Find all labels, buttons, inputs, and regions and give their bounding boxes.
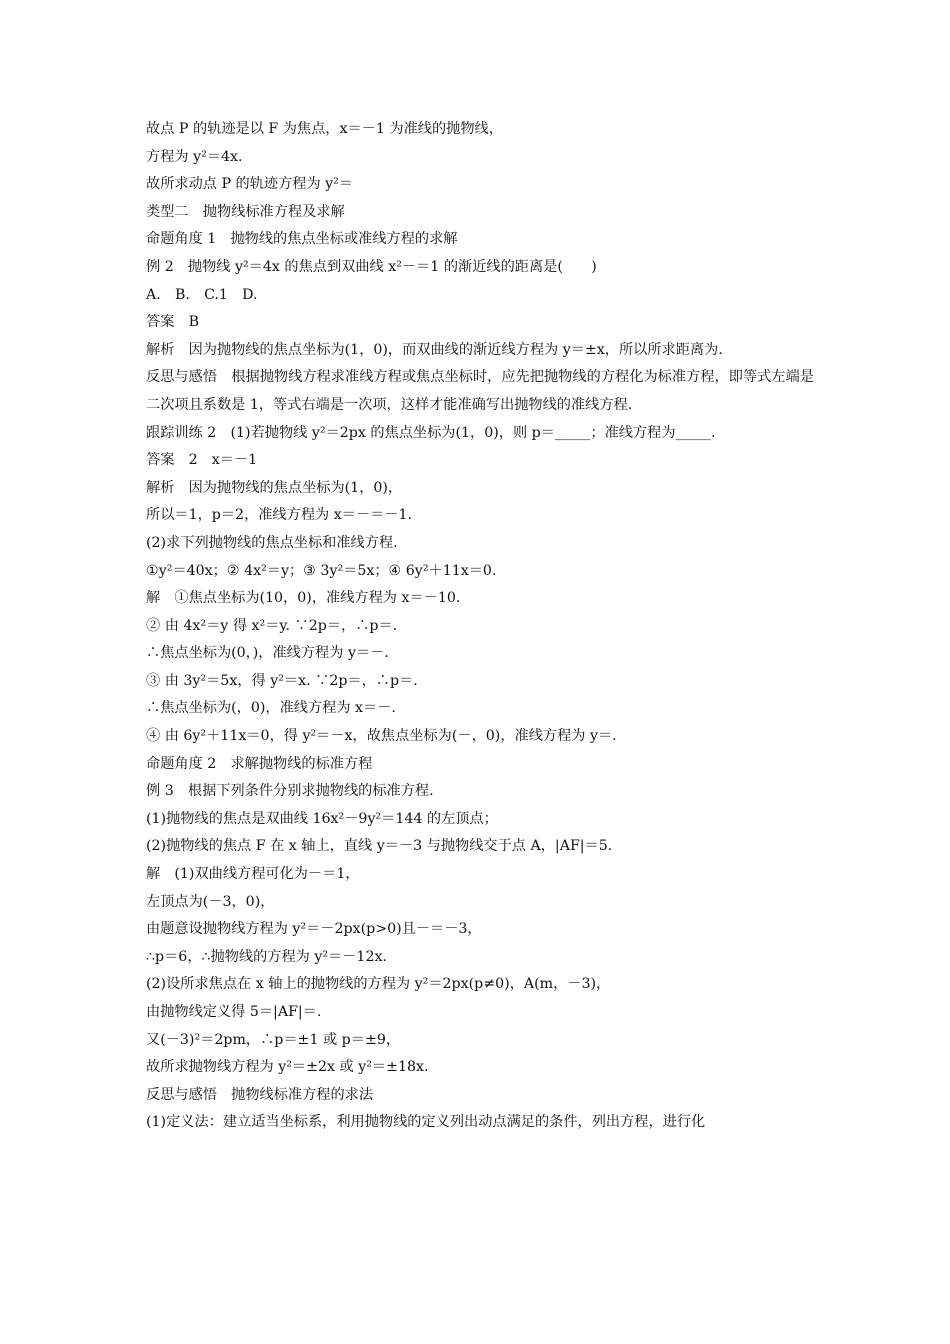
text-line: 由抛物线定义得 5＝|AF|＝. — [146, 1004, 322, 1020]
text-line: 所以＝1，p＝2，准线方程为 x＝－＝－1. — [146, 507, 412, 524]
text-line: (2)求下列抛物线的焦点坐标和准线方程. — [146, 534, 398, 551]
subsection-heading: 命题角度 1 抛物线的焦点坐标或准线方程的求解 — [146, 231, 458, 248]
text-line: 又(－3)²＝2pm，∴p＝±1 或 p＝±9， — [146, 1031, 401, 1048]
text-line: 解析 因为抛物线的焦点坐标为(1，0)， — [146, 479, 403, 496]
section-heading: 类型二 抛物线标准方程及求解 — [146, 203, 345, 220]
text-line: 解 (1)双曲线方程可化为－＝1， — [146, 866, 360, 883]
text-line: ∴焦点坐标为(0，)，准线方程为 y＝－. — [146, 645, 389, 662]
text-line: ④ 由 6y²＋11x＝0，得 y²＝－x，故焦点坐标为(－，0)，准线方程为 y＝. — [146, 728, 617, 745]
text-line: (1)抛物线的焦点是双曲线 16x²－9y²＝144 的左顶点； — [146, 810, 498, 827]
text-line: ①y²＝40x；② 4x²＝y；③ 3y²＝5x；④ 6y²＋11x＝0. — [146, 562, 497, 579]
text-line: 左顶点为(－3，0)， — [146, 893, 275, 910]
text-line: (1)定义法：建立适当坐标系，利用抛物线的定义列出动点满足的条件，列出方程，进行化 — [146, 1114, 706, 1131]
answer: 答案 2 x＝－1 — [146, 452, 258, 469]
text-line: 故所求抛物线方程为 y²＝±2x 或 y²＝±18x. — [146, 1059, 429, 1076]
reflection-heading: 反思与感悟 抛物线标准方程的求法 — [146, 1086, 374, 1103]
text-line: (2)设所求焦点在 x 轴上的抛物线的方程为 y²＝2px(p≠0)，A(m，－3)， — [146, 976, 611, 993]
reflection-paragraph: 反思与感悟 根据抛物线方程求准线方程或焦点坐标时，应先把抛物线的方程化为标准方程，即等式左端是二次项且系数是 1，等式右端是一次项，这样才能准确写出抛物线的准线方程. — [146, 369, 814, 413]
text-line: ③ 由 3y²＝5x，得 y²＝x. ∵2p＝，∴p＝. — [146, 672, 418, 689]
text-line: ∴p＝6，∴抛物线的方程为 y²＝－12x. — [146, 948, 388, 965]
text-line: ∴焦点坐标为(，0)，准线方程为 x＝－. — [146, 700, 396, 717]
example-question: 例 2 抛物线 y²＝4x 的焦点到双曲线 x²－＝1 的渐近线的距离是( ) — [146, 258, 597, 275]
example-question: 例 3 根据下列条件分别求抛物线的标准方程. — [146, 783, 434, 800]
text-line: (2)抛物线的焦点 F 在 x 轴上，直线 y＝－3 与抛物线交于点 A，|AF|＝5. — [146, 838, 613, 855]
answer: 答案 B — [146, 314, 199, 331]
text-line: 方程为 y²＝4x. — [146, 148, 243, 165]
subsection-heading: 命题角度 2 求解抛物线的标准方程 — [146, 755, 373, 772]
answer-options: A. B. C.1 D. — [146, 286, 258, 303]
text-line: 由题意设抛物线方程为 y²＝－2px(p>0)且－＝－3， — [146, 921, 482, 938]
text-line: 故所求动点 P 的轨迹方程为 y²＝ — [146, 176, 354, 193]
exercise-question: 跟踪训练 2 (1)若抛物线 y²＝2px 的焦点坐标为(1，0)，则 p＝_____；准线方程为_____. — [146, 424, 716, 441]
document-page — [146, 116, 814, 1137]
text-line: 故点 P 的轨迹是以 F 为焦点，x＝－1 为准线的抛物线， — [146, 121, 503, 137]
text-line: ② 由 4x²＝y 得 x²＝y. ∵2p＝，∴p＝. — [146, 617, 398, 634]
text-line: 解 ①焦点坐标为(10，0)，准线方程为 x＝－10. — [146, 590, 461, 607]
analysis-paragraph: 解析 因为抛物线的焦点坐标为(1，0)，而双曲线的渐近线方程为 y＝±x，所以所求距离为. — [146, 341, 723, 358]
